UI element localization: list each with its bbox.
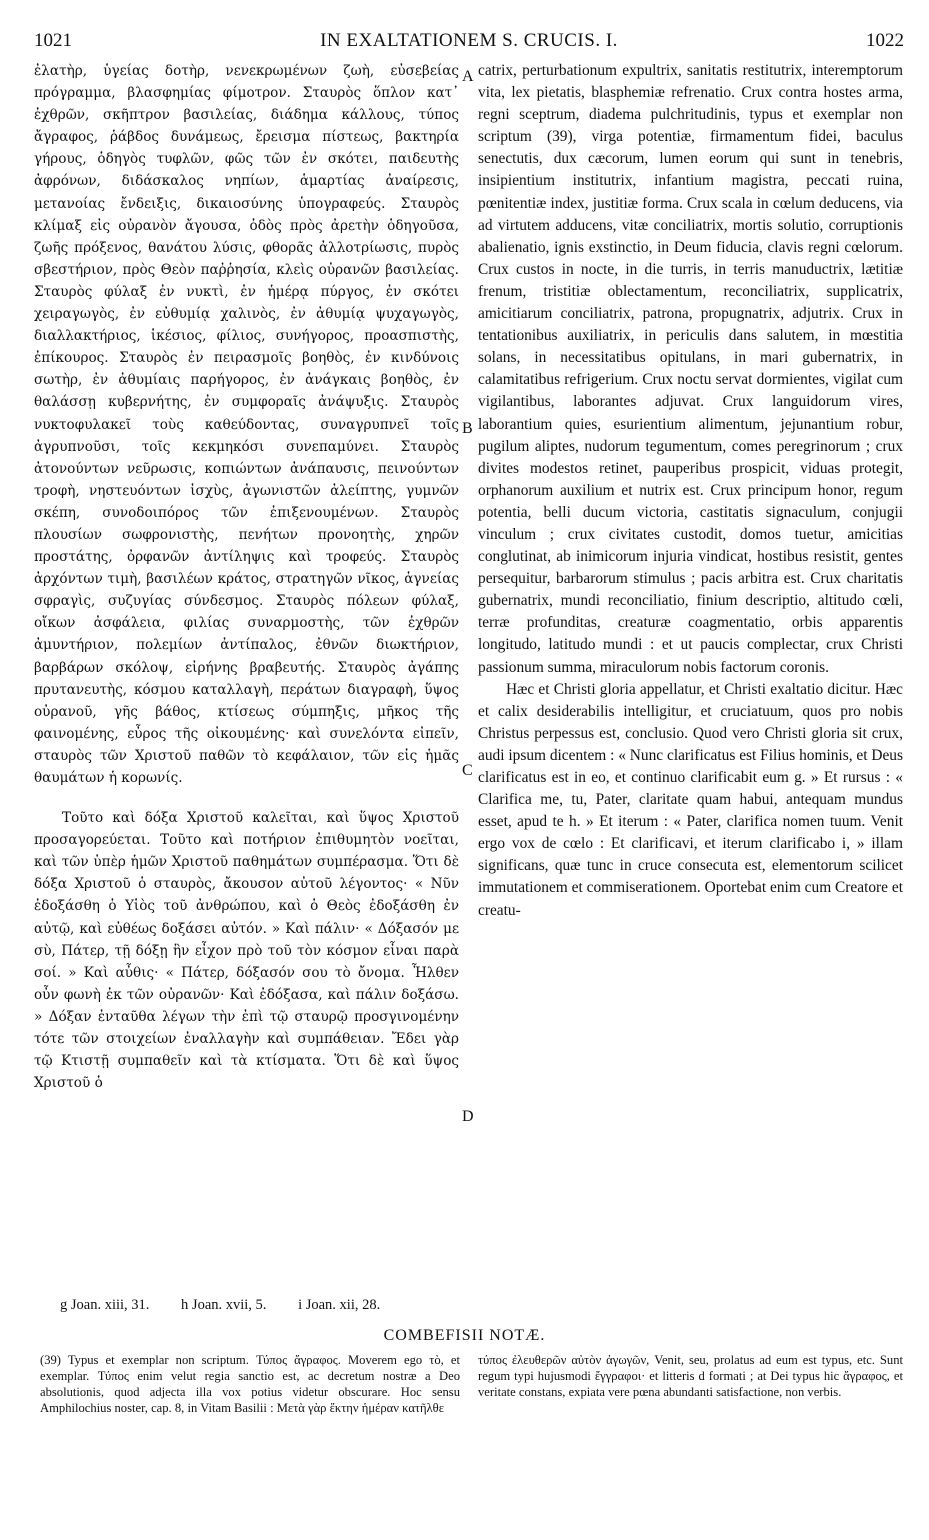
latin-paragraph-2: Hæc et Christi gloria appellatur, et Christi exaltatio dicitur. Hæc et calix desiderabilis intelligitur, et cruciatuum, quos pro nobis Christus perpessus est, conclusio. Quod vero Christi gloria sit crux, audi ipsum dicentem : « Nunc clarificatus est Filius hominis, et Deus clarificatus est in eo, et continuo clarificabit eum g. » Et rursus : « Clarifica me, tu, Pater, claritate quam habui, antequam mundus esset, apud te h. » Et iterum : « Pater, clarifica nomen tuum. Venit ergo vox de cœlo : Et clarificavi, et iterum clarificabo i, » illam significans, quæ tunc in cruce consecuta est, elementorum scilicet immutationem et commiserationem. Oportebat enim cum Creatore et creatu-: [478, 680, 903, 919]
footnote-g: g Joan. xiii, 31.: [60, 1297, 150, 1313]
notes-right-column: [478, 1352, 903, 1400]
notes-left-column: [40, 1352, 460, 1416]
greek-paragraph-1: ἐλατὴρ, ὑγείας δοτὴρ, νενεκρωμένων ζωὴ, εὐσεβείας πρόγραμμα, βλασφημίας φίμοτρον. Σταυρὸς ὅπλον κατ᾽ ἐχθρῶν, σκῆπτρον βασιλείας, διάδημα κάλλους, τύπος ἄγραφος, ῥάβδος δυνάμεως, ἔρεισμα πίστεως, βακτηρία γήρους, ὁδηγὸς τυφλῶν, φῶς τῶν ἐν σκότει, παιδευτὴς ἀφρόνων, διδάσκαλος νηπίων, ἁμαρτίας ἀναίρεσις, μετανοίας ἔνδειξις, δικαιοσύνης ὑπογραφεύς. Σταυρὸς κλίμαξ εἰς οὐρανὸν ἄγουσα, ὁδὸς πρὸς ἀρετὴν ὁδηγοῦσα, ζωῆς πρόξενος, θανάτου λύσις, φθορᾶς ἀλλοτρίωσις, πυρὸς σβεστήριον, πρὸς Θεὸν παῤῥησία, κλεὶς οὐρανῶν βασιλείας. Σταυρὸς φύλαξ ἐν νυκτὶ, ἐν ἡμέρᾳ πύργος, ἐν σκότει χειραγωγὸς, ἐν εὐθυμίᾳ χαλινὸς, ἐν ἀθυμίᾳ ψυχαγωγὸς, διαλλακτήριος, ἱκέσιος, φίλιος, συνήγορος, προασπιστὴς, ἐπίκουρος. Σταυρὸς ἐν πειρασμοῖς βοηθὸς, ἐν κινδύνοις σωτὴρ, ἐν ἀθυμίαις παρήγορος, ἐν ἀνάγκαις βοηθὸς, ἐν θαλάσσῃ κυβερνήτης, ἐν συμφοραῖς ἀνάψυξις. Σταυρὸς νυκτοφυλακεῖ τοὺς καθεύδοντας, συναγρυπνεῖ τοῖς ἀγρυπνοῦσι, τοῖς κεκμηκόσι συνεπαμύνει. Σταυρὸς ἀτονούντων νεῦρωσις, κοπιώντων ἀνάπαυσις, πεινούντων τροφὴ, νηστευόντων ἰσχὺς, ἀγωνιστῶν ἀλείπτης, γυμνῶν σκέπη, συνοδοιπόρος τῶν ἐπιξενουμένων. Σταυρὸς πλουσίων σωφρονιστὴς, πενήτων προνοητὴς, χηρῶν προστάτης, ὀρφανῶν ἀντίληψις καὶ τροφεύς. Σταυρὸς ἀρχόντων τιμὴ, βασιλέων κράτος, στρατηγῶν νῖκος, ἁγνείας σφραγὶς, συζυγίας σύνδεσμος. Σταυρὸς πόλεων φύλαξ, οἴκων ἀσφάλεια, φιλίας συναρμοστὴς, τῶν ἐχθρῶν ἀμυντήριον, πολεμίων ἀντίπαλος, ἐθνῶν διωκτήριον, βαρβάρων σκόλοψ, εἰρήνης βραβευτής. Σταυρὸς ἀγάπης πρυτανευτὴς, κόσμου καταλλαγὴ, περάτων διαγραφὴ, ὕψος οὐρανοῦ, γῆς βάθος, κτίσεως σύμπηξις, μῆκος τῆς φαινομένης, εὖρος τῆς οἰκουμένης· καὶ συνελόντα εἰπεῖν, σταυρὸς τῶν Χριστοῦ παθῶν τὸ κεφάλαιον, τῶν εἰς ἡμᾶς θαυμάτων ἡ κορωνίς.: [34, 63, 459, 786]
greek-column: [34, 60, 459, 1094]
running-title: IN EXALTATIONEM S. CRUCIS. I.: [320, 30, 618, 51]
margin-letter-c: C: [462, 762, 473, 779]
note-39-part-2: τύπος ἐλευθερῶν αὐτὸν ἀγωγῶν, Venit, seu, prolatus ad eum est typus, etc. Sunt regum typi hujusmodi ἔγγραφοι· et litteris d formati ; at Dei typus hic ἄγραφος, et veritate constans, expiata vere pœna abundanti satisfactione, non verbis.: [478, 1353, 903, 1399]
margin-letter-a: A: [462, 68, 474, 85]
greek-paragraph-2: Τοῦτο καὶ δόξα Χριστοῦ καλεῖται, καὶ ὕψος Χριστοῦ προσαγορεύεται. Τοῦτο καὶ ποτήριον ἐπιθυμητὸν νοεῖται, καὶ τῶν ὑπὲρ ἡμῶν Χριστοῦ παθημάτων συμπέρασμα. Ὅτι δὲ δόξα Χριστοῦ ὁ σταυρὸς, ἄκουσον αὐτοῦ λέγοντος· « Νῦν ἐδοξάσθη ὁ Υἱὸς τοῦ ἀνθρώπου, καὶ ὁ Θεὸς ἐδοξάσθη ἐν αὐτῷ, καὶ εὐθέως δοξάσει αὐτόν. » Καὶ πάλιν· « Δόξασόν με σὺ, Πάτερ, τῇ δόξῃ ἣν εἶχον πρὸ τοῦ τὸν κόσμον εἶναι παρὰ σοί. » Καὶ αὖθις· « Πάτερ, δόξασόν σου τὸ ὄνομα. Ἦλθεν οὖν φωνὴ ἐκ τῶν οὐρανῶν· Καὶ ἐδόξασα, καὶ πάλιν δοξάσω. » Δόξαν ἐνταῦθα λέγων τὴν ἐπὶ τῷ σταυρῷ προσγινομένην τότε τῶν στοιχείων ἐναλλαγὴν καὶ συμπάθειαν. Ἔδει γὰρ τῷ Κτιστῇ συμπαθεῖν καὶ τὰ κτίσματα. Ὅτι δὲ καὶ ὕψος Χριστοῦ ὁ: [34, 810, 459, 1092]
footnote-h: h Joan. xvii, 5.: [181, 1297, 267, 1313]
note-39-part-1: (39) Typus et exemplar non scriptum. Τύπος ἄγραφος. Moverem ego τὸ, et exemplar. Τύπος enim velut regia sanctio est, ac decretum nostræ a Deo absolutionis, quod adjecta illa vox potius videtur obscurare. Hoc sensu Amphilochius noster, cap. 8, in Vitam Basilii : Μετὰ γὰρ ἕκτην ἡμέραν κατῆλθε: [40, 1353, 460, 1415]
latin-column: [478, 60, 903, 922]
margin-letter-b: B: [462, 420, 473, 437]
margin-letter-d: D: [462, 1108, 474, 1125]
page-number-left: 1021: [34, 30, 72, 51]
footnotes: [60, 1297, 900, 1314]
page-number-right: 1022: [866, 30, 904, 51]
latin-paragraph-1: catrix, perturbationum expultrix, sanitatis restitutrix, interemptorum vita, lex pietatis, blasphemiæ refrenatio. Crux contra hostes arma, regni sceptrum, diadema pulchritudinis, typus et exemplar non scriptum (39), virga potentiæ, firmamentum fidei, baculus senectutis, dux cæcorum, lumen eorum qui sunt in tenebris, insipientium institutrix, infantium magistra, peccati ruina, pœnitentiæ index, justitiæ forma. Crux scala in cœlum deducens, via ad virtutem adducens, vitæ conciliatrix, mortis solutio, corruptionis abalienatio, ignis exstinctio, in Deum fiducia, clavis regni cœlorum. Crux custos in nocte, in die turris, in terris manuductrix, lætitiæ frenum, tristitiæ oblectamentum, reconciliatrix, supplicatrix, amicitiarum conciliatrix, patrona, propugnatrix, adjutrix. Crux in tentationibus auxiliatrix, in periculis dans salutem, in mœstitia solans, in necessitatibus opitulans, in mari gubernatrix, in calamitatibus refrigerium. Crux noctu servat dormientes, vigilat cum vigilantibus, laborantes adjuvat. Crux languidorum vires, laborantium quies, esurientium alimentum, jejunantium robur, pugilum aliptes, nudorum tegumentum, comes peregrinorum ; crux divites modestos retinet, pauperibus prospicit, viduas protegit, orphanorum auxilium et nutrix est. Crux principum honor, regum potentia, belli ducum victoria, castitatis signaculum, conjugii vinculum ; crux civitates custodit, domos tuetur, amicitias conglutinat, ab inimicorum injuria vindicat, hostibus resistit, gentes persequitur, barbarorum stimulus ; pacis arbitra est. Crux charitatis gubernatrix, mundi reconciliatio, finium descriptio, altitudo cœli, terræ profunditas, creaturæ coagmentatio, orbis apparentis longitudo, latitudo mundi : et ut paucis complectar, crux Christi passionum summa, miraculorum nobis factorum coronis.: [478, 62, 903, 676]
page-header: [34, 30, 904, 56]
footnote-i: i Joan. xii, 28.: [298, 1297, 381, 1313]
notes-title: COMBEFISII NOTÆ.: [383, 1327, 546, 1344]
